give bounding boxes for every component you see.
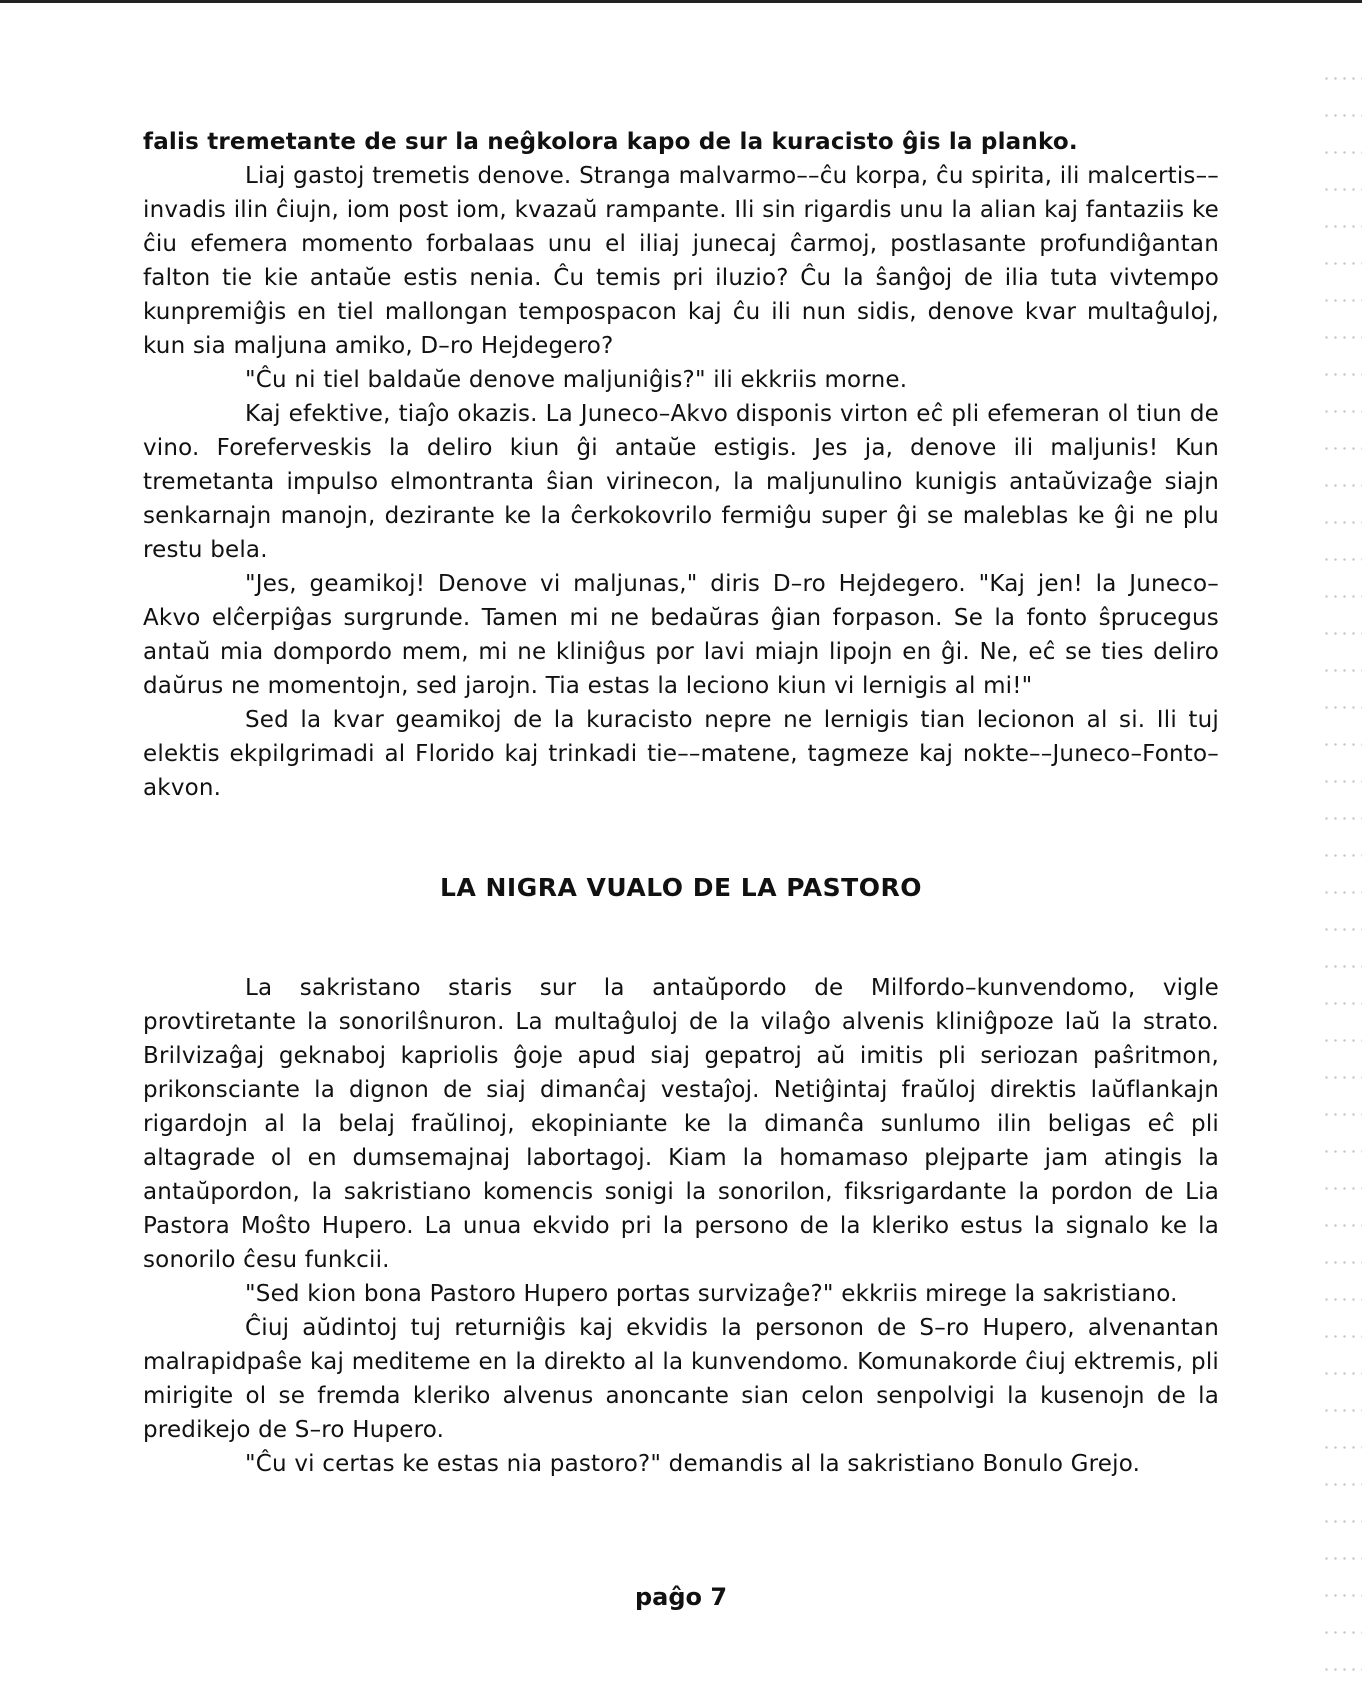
scan-top-rule: [0, 0, 1362, 3]
story1-paragraph: "Ĉu ni tiel baldaŭe denove maljuniĝis?" ili ekkriis morne.: [245, 367, 908, 393]
story2-title: LA NIGRA VUALO DE LA PASTORO: [440, 873, 922, 902]
story1-paragraph: Liaj gastoj tremetis denove. Stranga malvarmo––ĉu korpa, ĉu spirita, ili malcertis––invadis ilin ĉiujn, iom post iom, kvazaŭ rampante. Ili sin rigardis unu la alian kaj fantaziis ke ĉiu efemera momento forbalaas unu el iliaj junecaj ĉarmoj, postlasante profundiĝantan falton tie kie antaŭe estis nenia. Ĉu temis pri iluzio? Ĉu la ŝanĝoj de ilia tuta vivtempo kunpremiĝis en tiel mallongan tempospacon kaj ĉu ili nun sidis, denove kvar multaĝuloj, kun sia maljuna amiko, D–ro Hejdegero?: [143, 163, 1219, 359]
story1-paragraph: Sed la kvar geamikoj de la kuracisto nepre ne lernigis tian lecionon al si. Ili tuj elektis ekpilgrimadi al Florido kaj trinkadi tie––matene, tagmeze kaj nokte––Juneco–Fonto–akvon.: [143, 707, 1219, 801]
story1-paragraph: "Jes, geamikoj! Denove vi maljunas," diris D–ro Hejdegero. "Kaj jen! la Juneco–Akvo elĉerpiĝas surgrunde. Tamen mi ne bedaŭras ĝian forpason. Se la fonto ŝprucegus antaŭ mia dompordo mem, mi ne kliniĝus por lavi miajn lipojn en ĝi. Ne, eĉ se ties deliro daŭrus ne momentojn, sed jarojn. Tia estas la leciono kiun vi lernigis al mi!": [143, 571, 1219, 699]
scan-edge-noise: [1322, 60, 1362, 1700]
story2-paragraph: "Ĉu vi certas ke estas nia pastoro?" demandis al la sakristiano Bonulo Grejo.: [245, 1451, 1141, 1477]
story2-paragraph: Ĉiuj aŭdintoj tuj returniĝis kaj ekvidis la personon de S–ro Hupero, alvenantan malrapidpaŝe kaj mediteme en la direkto al la kunvendomo. Komunakorde ĉiuj ektremis, pli mirigite ol se fremda kleriko alvenus anoncante sian celon senpolvigi la kusenojn de la predikejo de S–ro Hupero.: [143, 1315, 1219, 1443]
story1-paragraph: Kaj efektive, tiaĵo okazis. La Juneco–Akvo disponis virton eĉ pli efemeran ol tiun de vino. Foreferveskis la deliro kiun ĝi antaŭe estigis. Jes ja, denove ili maljunis! Kun tremetanta impulso elmontranta ŝian virinecon, la maljunulino kunigis antaŭvizaĝe siajn senkarnajn manojn, dezirante ke la ĉerkokovrilo fermiĝu super ĝi se maleblas ke ĝi ne plu restu bela.: [143, 401, 1219, 563]
page-body: [143, 125, 1219, 1481]
story1-continued-line: falis tremetante de sur la neĝkolora kapo de la kuracisto ĝis la planko.: [143, 129, 1078, 155]
story2-paragraph: "Sed kion bona Pastoro Hupero portas survizaĝe?" ekkriis mirege la sakristiano.: [245, 1281, 1178, 1307]
page-number: paĝo 7: [634, 1583, 728, 1611]
story2-paragraph: La sakristano staris sur la antaŭpordo de Milfordo–kunvendomo, vigle provtiretante la sonorilŝnuron. La multaĝuloj de la vilaĝo alvenis kliniĝpoze laŭ la strato. Brilvizaĝaj geknaboj kapriolis ĝoje apud siaj gepatroj aŭ imitis pli seriozan paŝritmon, prikonsciante la dignon de siaj dimanĉaj vestaĵoj. Netiĝintaj fraŭloj direktis laŭflankajn rigardojn al la belaj fraŭlinoj, ekopiniante ke la dimanĉa sunlumo ilin beligas eĉ pli altagrade ol en dumsemajnaj labortagoj. Kiam la homamaso plejparte jam atingis la antaŭpordon, la sakristiano komencis sonigi la sonorilon, fiksrigardante la pordon de Lia Pastora Moŝto Hupero. La unua ekvido pri la persono de la kleriko estus la signalo ke la sonorilo ĉesu funkcii.: [143, 975, 1219, 1273]
